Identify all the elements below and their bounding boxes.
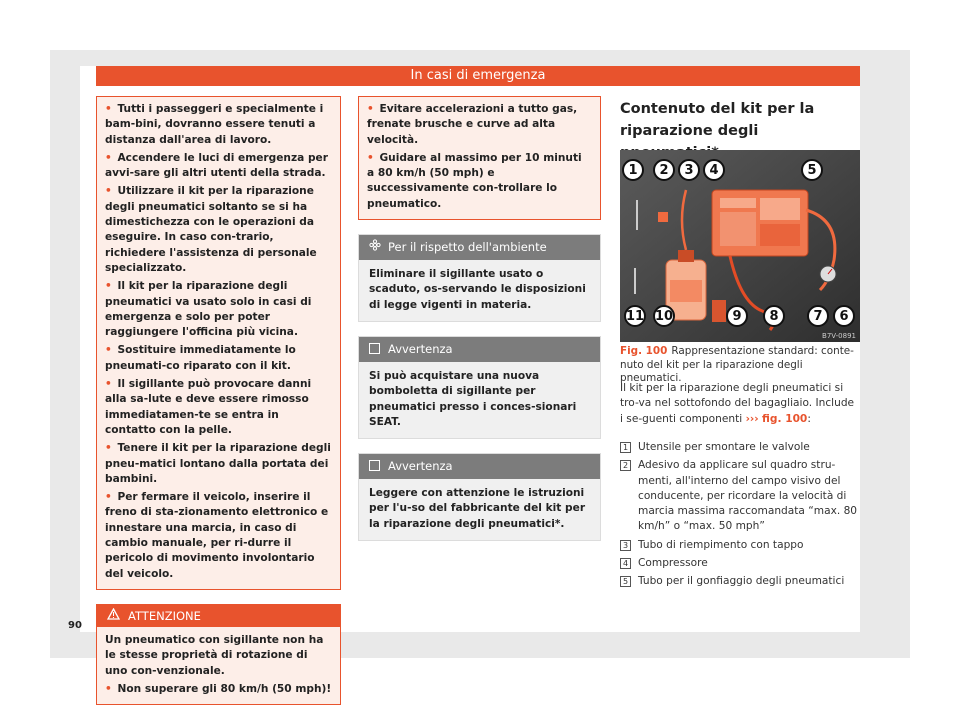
environment-heading: Per il rispetto dell'ambiente xyxy=(388,240,547,255)
warning-box-continued-2 xyxy=(358,96,601,220)
intro-text: Il kit per la riparazione degli pneumatici si tro-va nel sottofondo del bagagliaio. Include i se-guenti componenti xyxy=(620,382,855,425)
attention-header xyxy=(97,605,340,627)
page-number: 90 xyxy=(68,620,82,631)
figure-reference-link[interactable]: fig. 100 xyxy=(762,412,808,425)
callout-10: 10 xyxy=(653,305,675,327)
notice-header-1 xyxy=(359,337,600,362)
left-column xyxy=(96,96,341,705)
callout-8: 8 xyxy=(763,305,785,327)
warning-triangle-icon xyxy=(107,608,120,624)
notice-header-2 xyxy=(359,454,600,479)
notice-text-2: Leggere con attenzione le istruzioni per l'u-so del fabbricante del kit per la riparazione degli pneumatici*. xyxy=(369,487,586,530)
kit-figure xyxy=(620,150,860,342)
section-title: Contenuto del kit per la riparazione degli xyxy=(620,101,815,139)
figure-caption xyxy=(620,345,860,386)
warning-bullet: • Il sigillante può provocare danni alla sa-lute e deve essere rimosso immediatamen-te se entra in contatto con la pelle. xyxy=(105,378,312,436)
component-list xyxy=(620,440,860,593)
list-item: 4 Compressore xyxy=(620,556,860,571)
callout-11: 11 xyxy=(624,305,646,327)
callout-4: 4 xyxy=(703,159,725,181)
warning-bullet: • Accendere le luci di emergenza per avvi-sare gli altri utenti della strada. xyxy=(105,151,328,180)
warning-bullet: • Il kit per la riparazione degli pneumatici va usato solo in casi di emergenza e solo per poter raggiungere l'officina più vicina. xyxy=(105,280,312,339)
callout-1: 1 xyxy=(622,159,644,181)
attention-box xyxy=(96,604,341,705)
figure-label: Fig. 100 xyxy=(620,345,668,357)
notice-heading-2: Avvertenza xyxy=(388,459,453,474)
warning-bullet: • Guidare al massimo per 10 minuti a 80 km/h (50 mph) e successivamente con-trollare lo pneumatico. xyxy=(367,151,582,210)
callout-3: 3 xyxy=(678,159,700,181)
list-number: 4 xyxy=(620,558,631,569)
callout-6: 6 xyxy=(833,305,855,327)
warning-box-continued xyxy=(96,96,341,590)
middle-column xyxy=(358,96,601,541)
list-item: 2 Adesivo da applicare sul quadro stru-menti, all'interno del campo visivo del conducente, per ricordare la velocità di marcia massima raccomandata “max. 80 km/h” o “max. 50 mph” xyxy=(620,458,860,534)
reference-arrows: ››› xyxy=(745,412,759,425)
warning-bullet: • Tutti i passeggeri e specialmente i bam-bini, dovranno essere tenuti a distanza dall'area di lavoro. xyxy=(105,103,324,146)
attention-text: Un pneumatico con sigillante non ha le stesse proprietà di rotazione di uno con-venzionale. xyxy=(105,633,324,677)
environment-text: Eliminare il sigillante usato o scaduto, os-servando le disposizioni di legge vigenti in materia. xyxy=(369,268,586,311)
warning-bullet: • Per fermare il veicolo, inserire il freno di sta-zionamento elettronico e innestare una marcia, in caso di cambio manuale, per ri-durre il pericolo di movimento involontario del veicolo. xyxy=(105,491,329,580)
list-item: 1 Utensile per smontare le valvole xyxy=(620,440,860,455)
list-number: 1 xyxy=(620,442,631,453)
intro-end: : xyxy=(807,412,811,425)
attention-heading: ATTENZIONE xyxy=(128,608,201,623)
list-item: 5 Tubo per il gonfiaggio degli pneumatici xyxy=(620,574,860,589)
figure-caption-text: Rappresentazione standard: conte-nuto del kit per la riparazione degli pneumatici. xyxy=(620,345,854,384)
list-number: 3 xyxy=(620,540,631,551)
chapter-title: In casi di emergenza xyxy=(410,68,546,83)
notice-box-2 xyxy=(358,453,601,541)
warning-bullet: • Evitare accelerazioni a tutto gas, frenate brusche e curve ad alta velocità. xyxy=(367,103,578,146)
notice-text-1: Si può acquistare una nuova bomboletta di sigillante per pneumatici presso i conces-sionari SEAT. xyxy=(369,369,577,428)
info-icon xyxy=(369,343,380,354)
flower-icon xyxy=(369,239,381,256)
warning-bullet: • Utilizzare il kit per la riparazione degli pneumatici soltanto se si ha dimestichezza con le operazioni da eseguire. In caso con-trario, richiedere l'assistenza di personale specializzato. xyxy=(105,185,317,274)
list-item: 3 Tubo di riempimento con tappo xyxy=(620,538,860,553)
notice-box-1 xyxy=(358,336,601,439)
intro-paragraph xyxy=(620,381,860,427)
info-icon xyxy=(369,460,380,471)
notice-heading-1: Avvertenza xyxy=(388,341,453,356)
callout-5: 5 xyxy=(801,159,823,181)
warning-bullet: • Sostituire immediatamente lo pneumati-co riparato con il kit. xyxy=(105,344,296,372)
list-number: 2 xyxy=(620,460,631,471)
callout-7: 7 xyxy=(807,305,829,327)
environment-header xyxy=(359,235,600,260)
figure-code: B7V-0891 xyxy=(822,332,856,340)
callout-9: 9 xyxy=(726,305,748,327)
callout-2: 2 xyxy=(653,159,675,181)
list-number: 5 xyxy=(620,576,631,587)
chapter-header xyxy=(96,66,860,86)
attention-bullet: • Non superare gli 80 km/h (50 mph)! xyxy=(105,682,332,695)
warning-bullet: • Tenere il kit per la riparazione degli pneu-matici lontano dalla portata dei bambini. xyxy=(105,442,331,485)
environment-box xyxy=(358,234,601,322)
